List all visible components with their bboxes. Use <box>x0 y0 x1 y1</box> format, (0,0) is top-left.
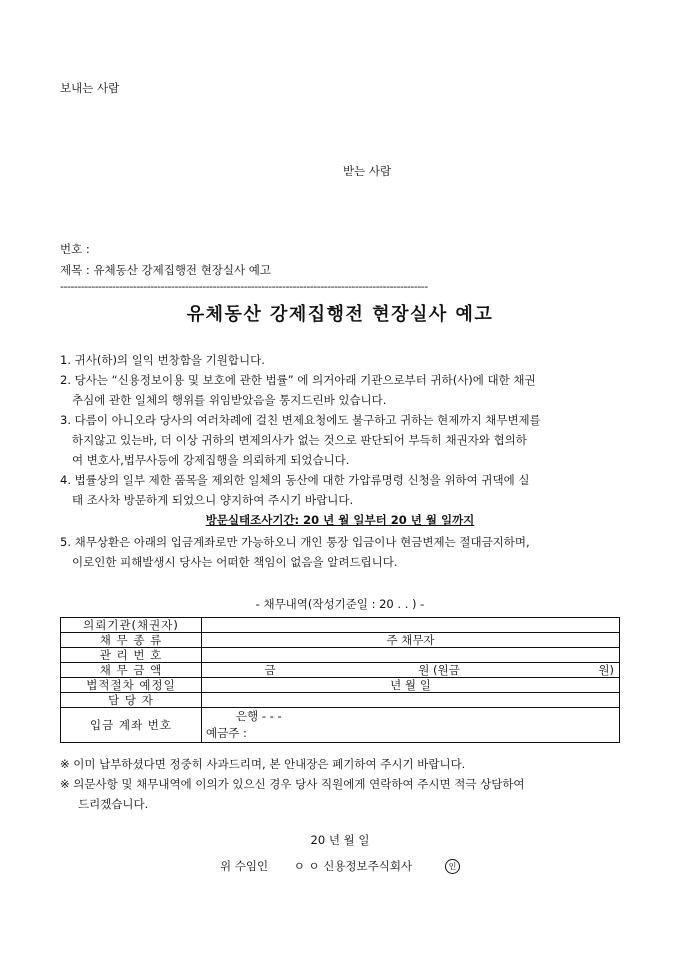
signer-line <box>0 858 680 874</box>
row-label: 의뢰기관(채권자) <box>61 618 202 633</box>
table-row <box>61 678 620 693</box>
divider-line: ---------------------------------------------------------------------------------------------------------- <box>60 280 428 293</box>
amount-principal: 원 (원금 <box>418 663 460 677</box>
row-label: 법적절차 예정일 <box>61 678 202 693</box>
paragraph-4-line-1: 4. 법률상의 일부 제한 품목을 제외한 일체의 동산에 대한 가압류명령 신청을 위하여 귀댁에 실 <box>60 473 530 487</box>
row-value <box>202 693 620 708</box>
sender-label: 보내는 사람 <box>60 81 120 95</box>
table-row <box>61 633 620 648</box>
note-2-line-2: 드리겠습니다. <box>78 797 149 811</box>
row-value <box>202 648 620 663</box>
notes <box>60 754 625 814</box>
row-label: 입금 계좌 번호 <box>61 708 202 743</box>
note-2-line-1: ※ 의문사항 및 채무내역에 이의가 있으신 경우 당사 직원에게 연락하여 주시면 적극 상담하여 <box>60 777 525 791</box>
receiver-label: 받는 사람 <box>343 164 392 178</box>
paragraph-5-line-1: 5. 채무상환은 아래의 입금계좌로만 가능하오니 개인 통장 입금이나 현금변제는 절대금지하며, <box>60 535 530 549</box>
paragraph-3-line-1: 3. 다름이 아니오라 당사의 여러차례에 걸친 변제요청에도 불구하고 귀하는 현제까지 채무변제를 <box>60 413 541 427</box>
paragraph-5-line-2: 이로인한 피해발생시 당사는 어떠한 책임이 없음을 알려드립니다. <box>72 555 398 569</box>
row-value <box>202 618 620 633</box>
table-row <box>61 663 620 678</box>
company-name: 신용정보주식회사 <box>323 859 413 873</box>
blank-dot: ㅇ <box>308 859 320 873</box>
row-label: 채 무 종 류 <box>61 633 202 648</box>
row-value: 주 채무자 <box>202 633 620 648</box>
paragraph-4-line-2: 태 조사차 방문하게 되었으니 양지하여 주시기 바랍니다. <box>72 493 354 507</box>
row-label: 관 리 번 호 <box>61 648 202 663</box>
account-bank: 은행 - - - <box>236 709 282 723</box>
paragraph-5 <box>60 532 625 572</box>
debt-table-heading: - 채무내역(작성기준일 : 20 . . ) - <box>255 597 425 611</box>
document-title: 유체동산 강제집행전 현장실사 예고 <box>186 304 494 325</box>
paragraph-2-line-1: 2. 당사는 “신용정보이용 및 보호에 관한 법률” 에 의거아래 기관으로부터 귀하(사)에 대한 채권 <box>60 373 536 387</box>
table-row <box>61 648 620 663</box>
paragraph-3-line-3: 여 변호사,법무사등에 강제집행을 의뢰하게 되었습니다. <box>72 453 350 467</box>
body-paragraphs <box>60 350 625 510</box>
table-row <box>61 708 620 743</box>
document-subject: 제목 : 유체동산 강제집행전 현장실사 예고 <box>60 263 272 277</box>
visit-period: 방문실태조사기간: 20 년 월 일부터 20 년 월 일까지 <box>205 513 475 527</box>
account-value <box>202 708 620 743</box>
account-holder: 예금주 : <box>206 726 247 740</box>
row-value: 년 월 일 <box>202 678 620 693</box>
amount-prefix: 금 <box>264 663 276 677</box>
table-row <box>61 693 620 708</box>
amount-suffix: 원) <box>598 663 614 677</box>
paragraph-3-line-2: 하지않고 있는바, 더 이상 귀하의 변제의사가 없는 것으로 판단되어 부득히 채권자와 협의하 <box>72 433 527 447</box>
issue-date: 20 년 월 일 <box>310 833 370 847</box>
row-label: 채 무 금 액 <box>61 663 202 678</box>
paragraph-2-line-2: 추심에 관한 일체의 행위를 위임받았음을 통지드린바 있습니다. <box>72 393 387 407</box>
row-label: 담 당 자 <box>61 693 202 708</box>
table-row <box>61 618 620 633</box>
signer-prefix: 위 수임인 <box>220 859 269 873</box>
debt-table <box>60 617 620 743</box>
debt-amount-cell <box>202 663 620 678</box>
paragraph-1: 1. 귀사(하)의 일익 번창함을 기원합니다. <box>60 353 265 367</box>
document-number: 번호 : <box>60 242 90 256</box>
seal-icon: 인 <box>445 859 460 874</box>
note-1: ※ 이미 납부하셨다면 정중히 사과드리며, 본 안내장은 폐기하여 주시기 바랍니다. <box>60 757 466 771</box>
blank-dot: ㅇ <box>293 859 305 873</box>
